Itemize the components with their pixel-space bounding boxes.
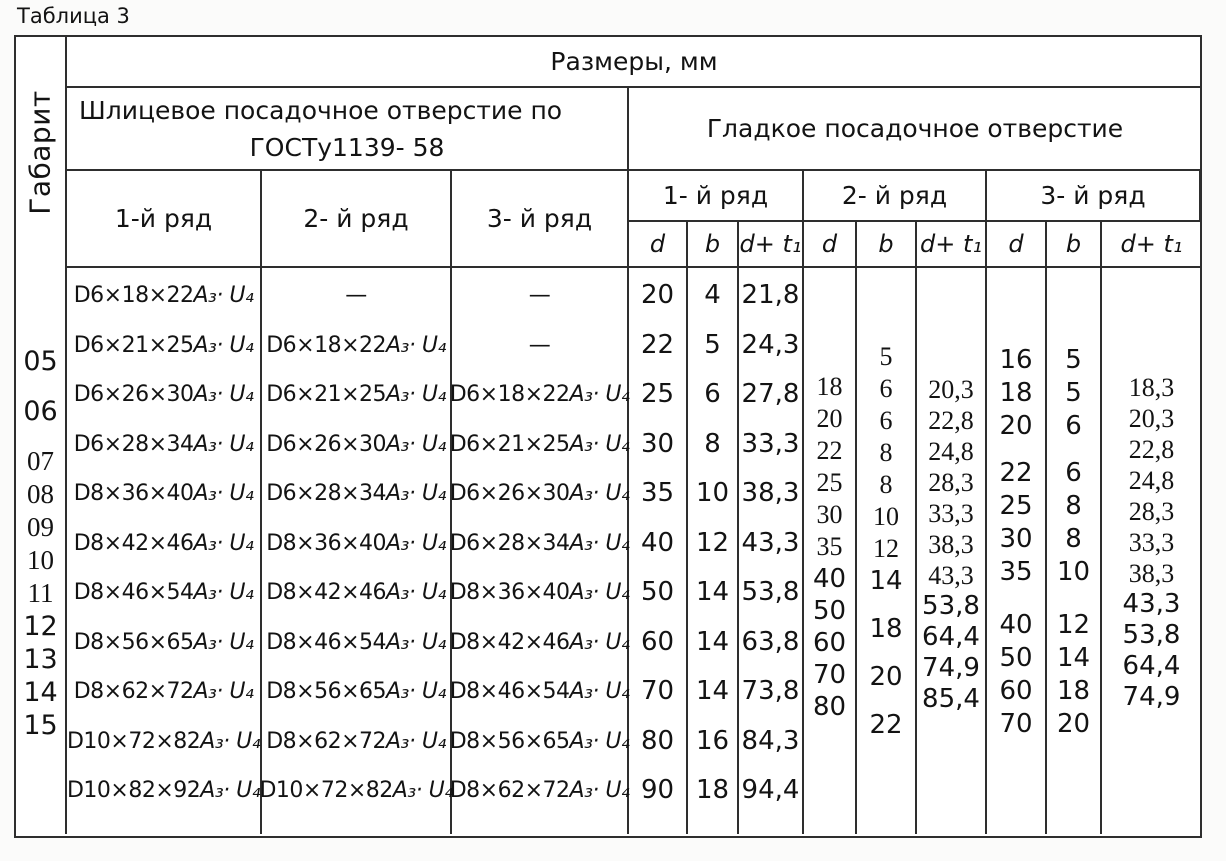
dimension-value: 8 — [1065, 491, 1082, 521]
designation-fit-suffix: A₃· U₄ — [386, 728, 446, 754]
dimension-value: 40 — [999, 610, 1033, 640]
designation-fit-suffix: A₃· U₄ — [193, 481, 254, 506]
smooth-row1-header: 1- й ряд — [629, 171, 804, 222]
dimension-value: 74,9 — [1122, 682, 1181, 712]
dimension-value: 33,3 — [1128, 528, 1175, 557]
dimension-value: 70 — [640, 676, 675, 706]
dimension-value: 43,3 — [928, 561, 974, 590]
dimension-value: 84,3 — [741, 725, 800, 756]
stub-header-cell — [16, 37, 67, 268]
dimension-value: 4 — [704, 280, 721, 310]
designation-base: D6×26×30 — [449, 481, 570, 506]
dimension-value: 22 — [999, 458, 1033, 488]
dimension-value: 33,3 — [741, 428, 800, 459]
dimension-value: 18 — [816, 372, 843, 401]
designation-fit-suffix: A₃· U₄ — [569, 629, 630, 655]
designation-base: D8×56×65 — [73, 629, 194, 655]
spline-row3-header: 3- й ряд — [452, 171, 629, 268]
designation-base: D6×21×25 — [73, 332, 194, 358]
designation-base: D6×28×34 — [449, 530, 570, 556]
dimension-value: 40 — [640, 527, 675, 558]
designation-fit-suffix: A₃· U₄ — [200, 778, 261, 803]
dimension-value: 53,8 — [741, 577, 800, 607]
dimension-value: 18 — [869, 614, 903, 644]
col-header-b: b — [1047, 222, 1102, 268]
dimension-value: 12 — [695, 527, 730, 558]
dimension-value: 40 — [812, 564, 847, 594]
smooth-row3-d-column — [987, 268, 1047, 834]
dimension-value: 25 — [640, 379, 675, 409]
smooth-row3-dt-column — [1102, 268, 1201, 834]
designation-fit-suffix: A₃· U₄ — [569, 728, 630, 754]
col-header-dt: d+ t₁ — [1102, 222, 1201, 268]
spline-designation — [450, 667, 630, 717]
dimension-value: 05 — [23, 346, 58, 377]
spline-designation — [74, 568, 254, 618]
dimension-value: 20 — [999, 411, 1033, 441]
designation-base: D8×62×72 — [449, 778, 570, 803]
dimension-value: 35 — [999, 557, 1033, 587]
gabarit-values-column — [16, 268, 67, 834]
designation-base: D6×18×22 — [73, 283, 194, 308]
dimension-value: 28,3 — [928, 468, 974, 497]
spline-designation — [74, 667, 254, 717]
col-header-dt: d+ t₁ — [739, 222, 804, 268]
dimension-value: 53,8 — [1122, 620, 1181, 650]
col-header-b: b — [857, 222, 917, 268]
spline-designation — [450, 766, 630, 816]
spline-designation — [450, 717, 630, 767]
designation-base: D6×26×30 — [266, 431, 386, 457]
designation-fit-suffix: A₃· U₄ — [386, 580, 446, 605]
spline-row1-column — [67, 268, 262, 834]
designation-fit-suffix: A₃· U₄ — [569, 679, 630, 704]
smooth-row2-header: 2- й ряд — [804, 171, 987, 222]
dimension-value: 28,3 — [1128, 497, 1175, 526]
smooth-row1-d-column — [629, 268, 688, 834]
spline-designation — [74, 321, 254, 371]
designation-fit-suffix: A₃· U₄ — [193, 629, 254, 655]
dimension-value: 6 — [879, 406, 893, 435]
dimension-value: 53,8 — [922, 591, 980, 621]
dimension-value: 50 — [640, 577, 675, 607]
dimension-value: 64,4 — [1122, 651, 1181, 681]
dimension-value: 18,3 — [1128, 373, 1175, 402]
dimension-value: 8 — [704, 428, 721, 459]
spline-designation — [266, 469, 446, 519]
dimension-value: 94,4 — [741, 775, 800, 805]
dimension-value: 6 — [879, 374, 893, 403]
dimension-value: 10 — [873, 502, 899, 531]
designation-base: D8×62×72 — [266, 728, 386, 754]
dimension-value: 20 — [640, 280, 675, 310]
smooth-section-header — [629, 88, 1201, 171]
dimension-value: 08 — [27, 479, 54, 509]
designation-base: D6×28×34 — [73, 431, 194, 457]
dimension-value: 35 — [640, 478, 675, 508]
dimension-value: 50 — [999, 643, 1033, 673]
dimension-value: 80 — [812, 692, 847, 722]
dimension-value: 22 — [816, 436, 843, 465]
designation-fit-suffix: A₃· U₄ — [386, 332, 446, 358]
dimension-value: 18 — [695, 775, 730, 805]
dimension-value: 20 — [1056, 709, 1091, 739]
dimension-value: 20,3 — [928, 375, 974, 404]
dimension-value: 5 — [1065, 378, 1082, 408]
spline-designation — [266, 618, 446, 668]
dimension-value: 5 — [1065, 345, 1082, 375]
dimension-value: 74,9 — [922, 653, 980, 683]
designation-fit-suffix: A₃· U₄ — [193, 679, 254, 704]
dimension-value: 15 — [23, 710, 58, 741]
spline-designation — [450, 370, 630, 420]
dimension-value: 30 — [640, 428, 675, 459]
dimension-value: 12 — [873, 534, 899, 563]
spline-header-line1: Шлицевое посадочное отверстие по — [79, 95, 563, 125]
spline-designation — [67, 766, 260, 816]
dimension-value: 10 — [695, 478, 730, 508]
dimension-value: 16 — [999, 345, 1033, 375]
designation-base: D8×56×65 — [266, 679, 386, 704]
designation-fit-suffix: A₃· U₄ — [193, 530, 254, 556]
spline-header-line2: ГОСТу1139- 58 — [249, 132, 445, 162]
dimension-value: 85,4 — [922, 684, 980, 714]
dimension-value: 70 — [999, 709, 1033, 739]
designation-fit-suffix: A₃· U₄ — [569, 382, 630, 407]
designation-fit-suffix: A₃· U₄ — [569, 431, 630, 457]
dimension-value: 60 — [999, 676, 1033, 706]
spline-designation — [74, 370, 254, 420]
spline-designation — [67, 717, 260, 767]
designation-fit-suffix: A₃· U₄ — [569, 580, 630, 605]
dimension-value: 6 — [704, 379, 721, 409]
dimension-value: 16 — [695, 725, 730, 756]
designation-base: D8×46×54 — [266, 629, 386, 655]
dimension-value: 13 — [23, 644, 58, 675]
smooth-row2-b-column — [857, 268, 917, 834]
spline-designation — [450, 469, 630, 519]
dimension-value: 09 — [27, 512, 54, 542]
dimension-value: 60 — [812, 628, 847, 658]
designation-base: D6×21×25 — [449, 431, 570, 457]
dimension-value: 30 — [816, 500, 843, 529]
dash-placeholder: — — [528, 283, 551, 308]
designation-base: D8×62×72 — [73, 679, 194, 704]
spline-designation — [266, 420, 446, 470]
designation-fit-suffix: A₃· U₄ — [386, 481, 446, 506]
dimension-value: 38,3 — [928, 530, 974, 559]
designation-fit-suffix: A₃· U₄ — [193, 332, 254, 358]
smooth-row2-dt-column — [917, 268, 987, 834]
designation-base: D10×72×82 — [259, 778, 393, 803]
designation-base: D8×46×54 — [73, 580, 194, 605]
spline-designation — [259, 766, 452, 816]
dimension-value: 38,3 — [1128, 559, 1175, 588]
spline-row2-header: 2- й ряд — [262, 171, 452, 268]
designation-fit-suffix: A₃· U₄ — [569, 481, 630, 506]
dimension-value: 27,8 — [741, 379, 800, 409]
designation-fit-suffix: A₃· U₄ — [569, 530, 630, 556]
dimension-value: 8 — [879, 470, 893, 499]
dimension-value: 07 — [27, 446, 54, 476]
dash-placeholder: — — [345, 283, 367, 308]
spline-section-header — [67, 88, 629, 171]
spline-designation — [266, 370, 446, 420]
designation-base: D8×36×40 — [449, 580, 570, 605]
designation-base: D6×26×30 — [73, 382, 194, 407]
dimension-value: 14 — [869, 566, 903, 596]
designation-base: D8×42×46 — [73, 530, 194, 556]
dimension-value: 10 — [27, 545, 54, 575]
designation-fit-suffix: A₃· U₄ — [193, 580, 254, 605]
smooth-row1-dt-column — [739, 268, 804, 834]
dimension-value: 63,8 — [741, 626, 800, 657]
dimension-value: 20 — [869, 662, 903, 692]
col-header-d: d — [629, 222, 688, 268]
dash-placeholder: — — [528, 332, 551, 358]
designation-base: D8×42×46 — [449, 629, 570, 655]
spline-designation — [74, 618, 254, 668]
designation-fit-suffix: A₃· U₄ — [193, 382, 254, 407]
table-caption: Таблица 3 — [17, 4, 130, 28]
dimension-value: 25 — [999, 491, 1033, 521]
spline-designation — [450, 618, 630, 668]
designation-base: D8×46×54 — [449, 679, 570, 704]
sizes-header-label: Размеры, мм — [550, 47, 718, 76]
designation-base: D6×18×22 — [449, 382, 570, 407]
dimension-value: 6 — [1065, 411, 1082, 441]
spline-designation — [450, 568, 630, 618]
spline-designation — [74, 469, 254, 519]
dimension-value: 12 — [1056, 610, 1091, 640]
dimension-value: 20,3 — [1128, 404, 1175, 433]
spline-designation — [450, 519, 630, 569]
dimension-value: 8 — [1065, 524, 1082, 554]
dimensions-table — [14, 35, 1202, 838]
smooth-row3-header: 3- й ряд — [987, 171, 1201, 222]
spline-designation — [74, 420, 254, 470]
designation-base: D8×42×46 — [266, 580, 386, 605]
designation-base: D10×82×92 — [66, 778, 201, 803]
dimension-value: 60 — [640, 626, 675, 657]
designation-base: D8×56×65 — [449, 728, 570, 754]
dimension-value: 22 — [869, 710, 903, 740]
stub-header-label: Габарит — [24, 90, 58, 215]
spline-designation — [266, 667, 446, 717]
spline-designation — [74, 271, 254, 321]
designation-fit-suffix: A₃· U₄ — [386, 530, 446, 556]
designation-fit-suffix: A₃· U₄ — [200, 728, 261, 754]
designation-base: D6×18×22 — [266, 332, 386, 358]
smooth-row2-d-column — [804, 268, 857, 834]
dimension-value: 80 — [640, 725, 675, 756]
col-header-d: d — [804, 222, 857, 268]
dimension-value: 64,4 — [922, 622, 980, 652]
designation-fit-suffix: A₃· U₄ — [392, 778, 453, 803]
designation-base: D6×21×25 — [266, 382, 386, 407]
designation-fit-suffix: A₃· U₄ — [386, 382, 446, 407]
designation-fit-suffix: A₃· U₄ — [193, 283, 254, 308]
dimension-value: 50 — [812, 596, 847, 626]
spline-designation — [450, 420, 630, 470]
dimension-value: 5 — [879, 342, 893, 371]
designation-fit-suffix: A₃· U₄ — [193, 431, 254, 457]
dimension-value: 24,8 — [1128, 466, 1175, 495]
col-header-dt: d+ t₁ — [917, 222, 987, 268]
dimension-value: 14 — [23, 677, 58, 708]
dimension-value: 43,3 — [1122, 589, 1181, 619]
dimension-value: 14 — [695, 626, 730, 657]
spline-designation — [266, 568, 446, 618]
designation-fit-suffix: A₃· U₄ — [386, 629, 446, 655]
dimension-value: 18 — [999, 378, 1033, 408]
dimension-value: 38,3 — [741, 478, 800, 508]
designation-fit-suffix: A₃· U₄ — [386, 679, 446, 704]
spline-row3-column — [449, 268, 630, 834]
dimension-value: 14 — [695, 577, 730, 607]
dimension-value: 11 — [27, 578, 54, 608]
sizes-header-cell — [67, 37, 1201, 88]
dimension-value: 24,8 — [928, 437, 974, 466]
designation-base: D8×36×40 — [266, 530, 386, 556]
dimension-value: 14 — [1056, 643, 1091, 673]
smooth-row1-b-column — [688, 268, 739, 834]
dimension-value: 21,8 — [741, 280, 800, 310]
spline-row2-column — [259, 268, 453, 834]
spline-designation — [266, 519, 446, 569]
spline-row1-header: 1-й ряд — [67, 171, 262, 268]
dimension-value: 5 — [704, 329, 721, 360]
designation-fit-suffix: A₃· U₄ — [569, 778, 630, 803]
dimension-value: 12 — [23, 611, 58, 642]
designation-base: D6×28×34 — [266, 481, 386, 506]
dimension-value: 43,3 — [741, 527, 800, 558]
dimension-value: 25 — [816, 468, 843, 497]
designation-fit-suffix: A₃· U₄ — [386, 431, 446, 457]
dimension-value: 33,3 — [928, 499, 974, 528]
dimension-value: 30 — [999, 524, 1033, 554]
dimension-value: 22,8 — [1128, 435, 1175, 464]
dimension-value: 22,8 — [928, 406, 974, 435]
col-header-d: d — [987, 222, 1047, 268]
dimension-value: 14 — [695, 676, 730, 706]
designation-base: D8×36×40 — [73, 481, 194, 506]
dimension-value: 70 — [812, 660, 847, 690]
spline-designation — [74, 519, 254, 569]
dimension-value: 8 — [879, 438, 893, 467]
spline-designation — [266, 717, 446, 767]
dimension-value: 18 — [1056, 676, 1091, 706]
dimension-value: 35 — [816, 532, 843, 561]
dimension-value: 06 — [23, 396, 58, 427]
dimension-value: 73,8 — [741, 676, 800, 706]
dimension-value: 22 — [640, 329, 675, 360]
designation-base: D10×72×82 — [66, 728, 201, 754]
col-header-b: b — [688, 222, 739, 268]
dimension-value: 10 — [1056, 557, 1091, 587]
dimension-value: 90 — [640, 775, 675, 805]
smooth-header-label: Гладкое посадочное отверстие — [706, 114, 1124, 143]
dimension-value: 6 — [1065, 458, 1082, 488]
smooth-row3-b-column — [1047, 268, 1102, 834]
spline-designation — [266, 321, 446, 371]
dimension-value: 24,3 — [741, 329, 800, 360]
dimension-value: 20 — [816, 404, 843, 433]
